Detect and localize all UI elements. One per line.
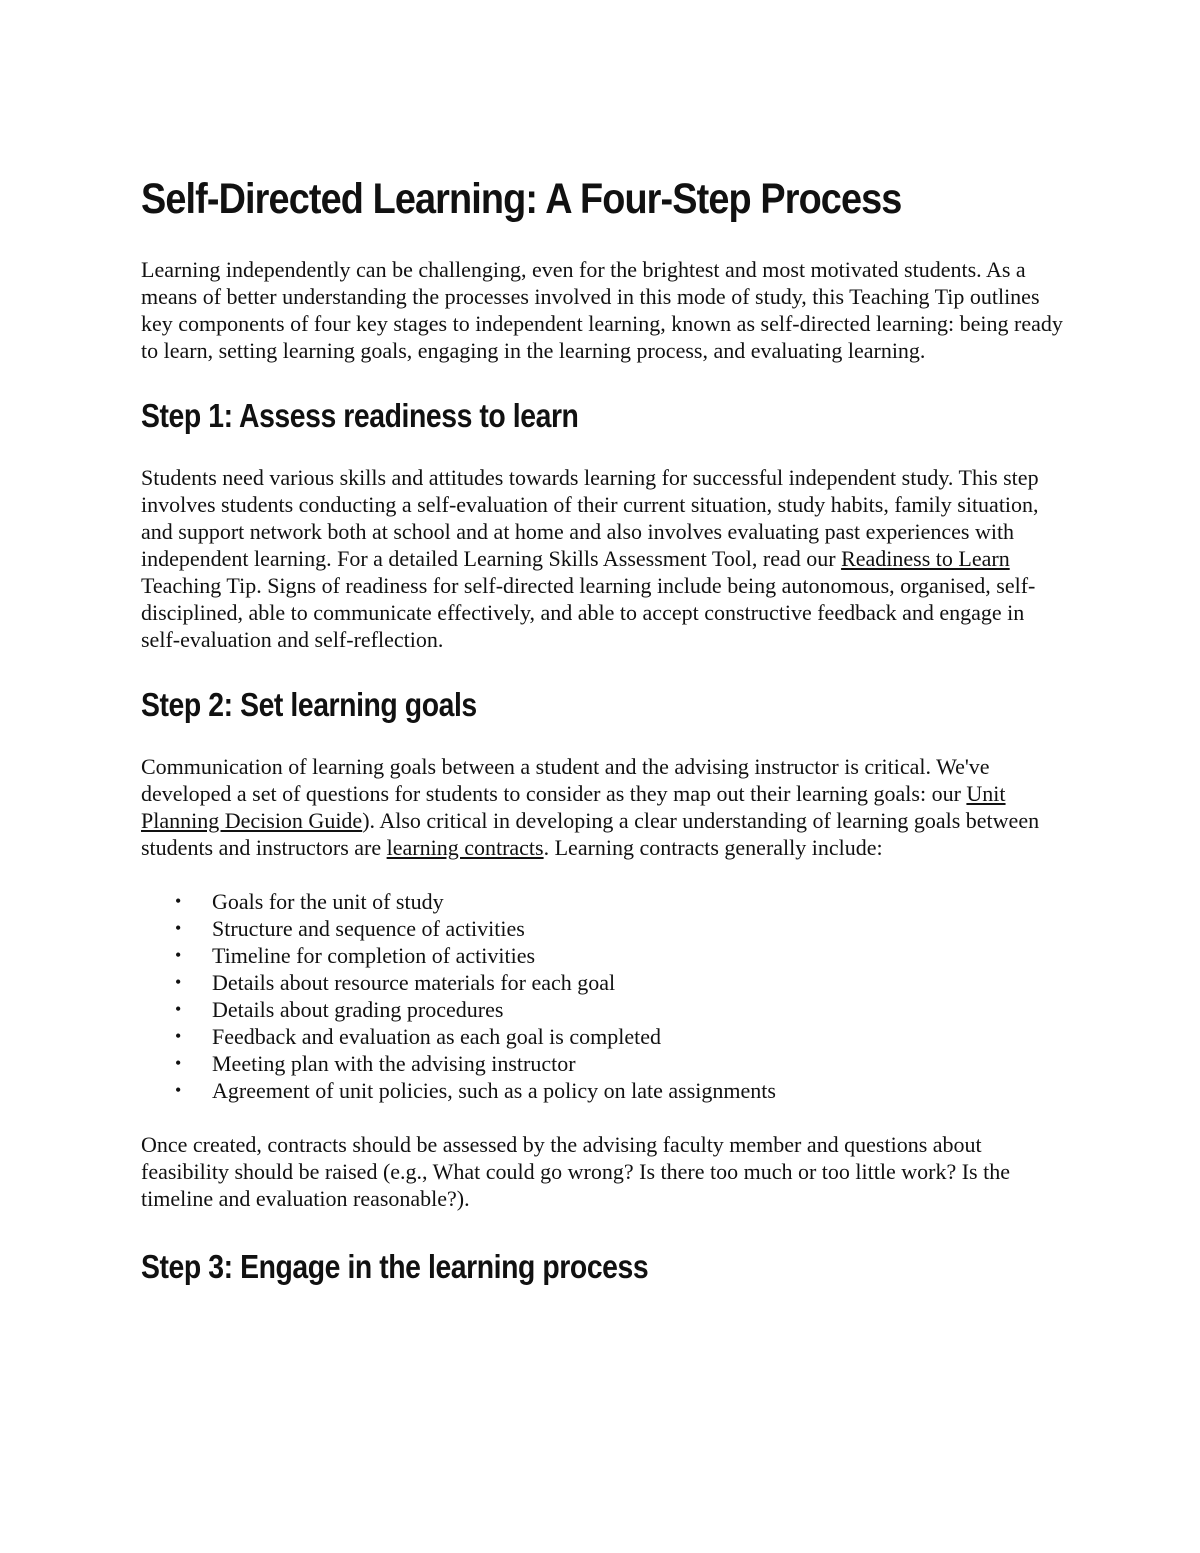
list-item-text: Structure and sequence of activities bbox=[212, 916, 525, 941]
bullet-icon: • bbox=[175, 999, 182, 1019]
list-item-text: Agreement of unit policies, such as a policy on late assignments bbox=[212, 1078, 776, 1103]
bullet-icon: • bbox=[175, 945, 182, 965]
list-item-text: Goals for the unit of study bbox=[212, 889, 444, 914]
document-title: Self-Directed Learning: A Four-Step Process bbox=[141, 175, 902, 223]
list-item bbox=[141, 1023, 1066, 1050]
list-item-text: Feedback and evaluation as each goal is completed bbox=[212, 1024, 661, 1049]
step2-heading: Step 2: Set learning goals bbox=[141, 686, 477, 723]
bullet-icon: • bbox=[175, 891, 182, 911]
list-item bbox=[141, 996, 1066, 1023]
bullet-icon: • bbox=[175, 1053, 182, 1073]
list-item-text: Meeting plan with the advising instructor bbox=[212, 1051, 576, 1076]
list-item-text: Details about resource materials for each goal bbox=[212, 970, 616, 995]
step2-followup-paragraph: Once created, contracts should be assessed by the advising faculty member and questions about feasibility should be raised (e.g., What could go wrong? Is there too much or too little work? Is the timeline and evaluation reasonable?). bbox=[141, 1132, 1010, 1211]
readiness-to-learn-link[interactable]: Readiness to Learn bbox=[841, 546, 1010, 571]
list-item-text: Details about grading procedures bbox=[212, 997, 504, 1022]
step1-paragraph bbox=[141, 464, 1066, 653]
document-body bbox=[141, 170, 1066, 1289]
step1-text-before-link: Students need various skills and attitudes towards learning for successful independent study. This step involves students conducting a self-evaluation of their current situation, study habits, family situation, and support network both at school and at home and also involves evaluating past experiences with independent learning. For a detailed Learning Skills Assessment Tool, read our bbox=[141, 465, 1039, 571]
bullet-icon: • bbox=[175, 972, 182, 992]
learning-contract-list bbox=[141, 888, 1066, 1104]
list-item bbox=[141, 915, 1066, 942]
step2-text-part2: ). Also critical in developing a clear understanding of learning goals between students and instructors are bbox=[141, 808, 1040, 860]
step2-text-part1: Communication of learning goals between a student and the advising instructor is critical. We've developed a set of questions for students to consider as they map out their learning goals: our bbox=[141, 754, 990, 806]
list-item bbox=[141, 1077, 1066, 1104]
list-item-text: Timeline for completion of activities bbox=[212, 943, 536, 968]
step1-heading: Step 1: Assess readiness to learn bbox=[141, 397, 579, 434]
step2-text-part3: . Learning contracts generally include: bbox=[543, 835, 883, 860]
list-item bbox=[141, 942, 1066, 969]
bullet-icon: • bbox=[175, 1026, 182, 1046]
learning-contracts-link[interactable]: learning contracts bbox=[386, 835, 544, 860]
list-item bbox=[141, 888, 1066, 915]
step2-paragraph bbox=[141, 753, 1066, 861]
bullet-icon: • bbox=[175, 1080, 182, 1100]
list-item bbox=[141, 1050, 1066, 1077]
unit-planning-decision-guide-link[interactable]: Unit Planning Decision Guide bbox=[141, 781, 1006, 833]
step3-heading: Step 3: Engage in the learning process bbox=[141, 1248, 649, 1285]
intro-paragraph: Learning independently can be challenging, even for the brightest and most motivated students. As a means of better understanding the processes involved in this mode of study, this Teaching Tip outlines key components of four key stages to independent learning, known as self-directed learning: being ready to learn, setting learning goals, engaging in the learning process, and evaluating learning. bbox=[141, 257, 1063, 363]
bullet-icon: • bbox=[175, 918, 182, 938]
list-item bbox=[141, 969, 1066, 996]
step1-text-after-link: Teaching Tip. Signs of readiness for self-directed learning include being autonomous, organised, self-disciplined, able to communicate effectively, and able to accept constructive feedback and engage in self-evaluation and self-reflection. bbox=[141, 573, 1036, 652]
